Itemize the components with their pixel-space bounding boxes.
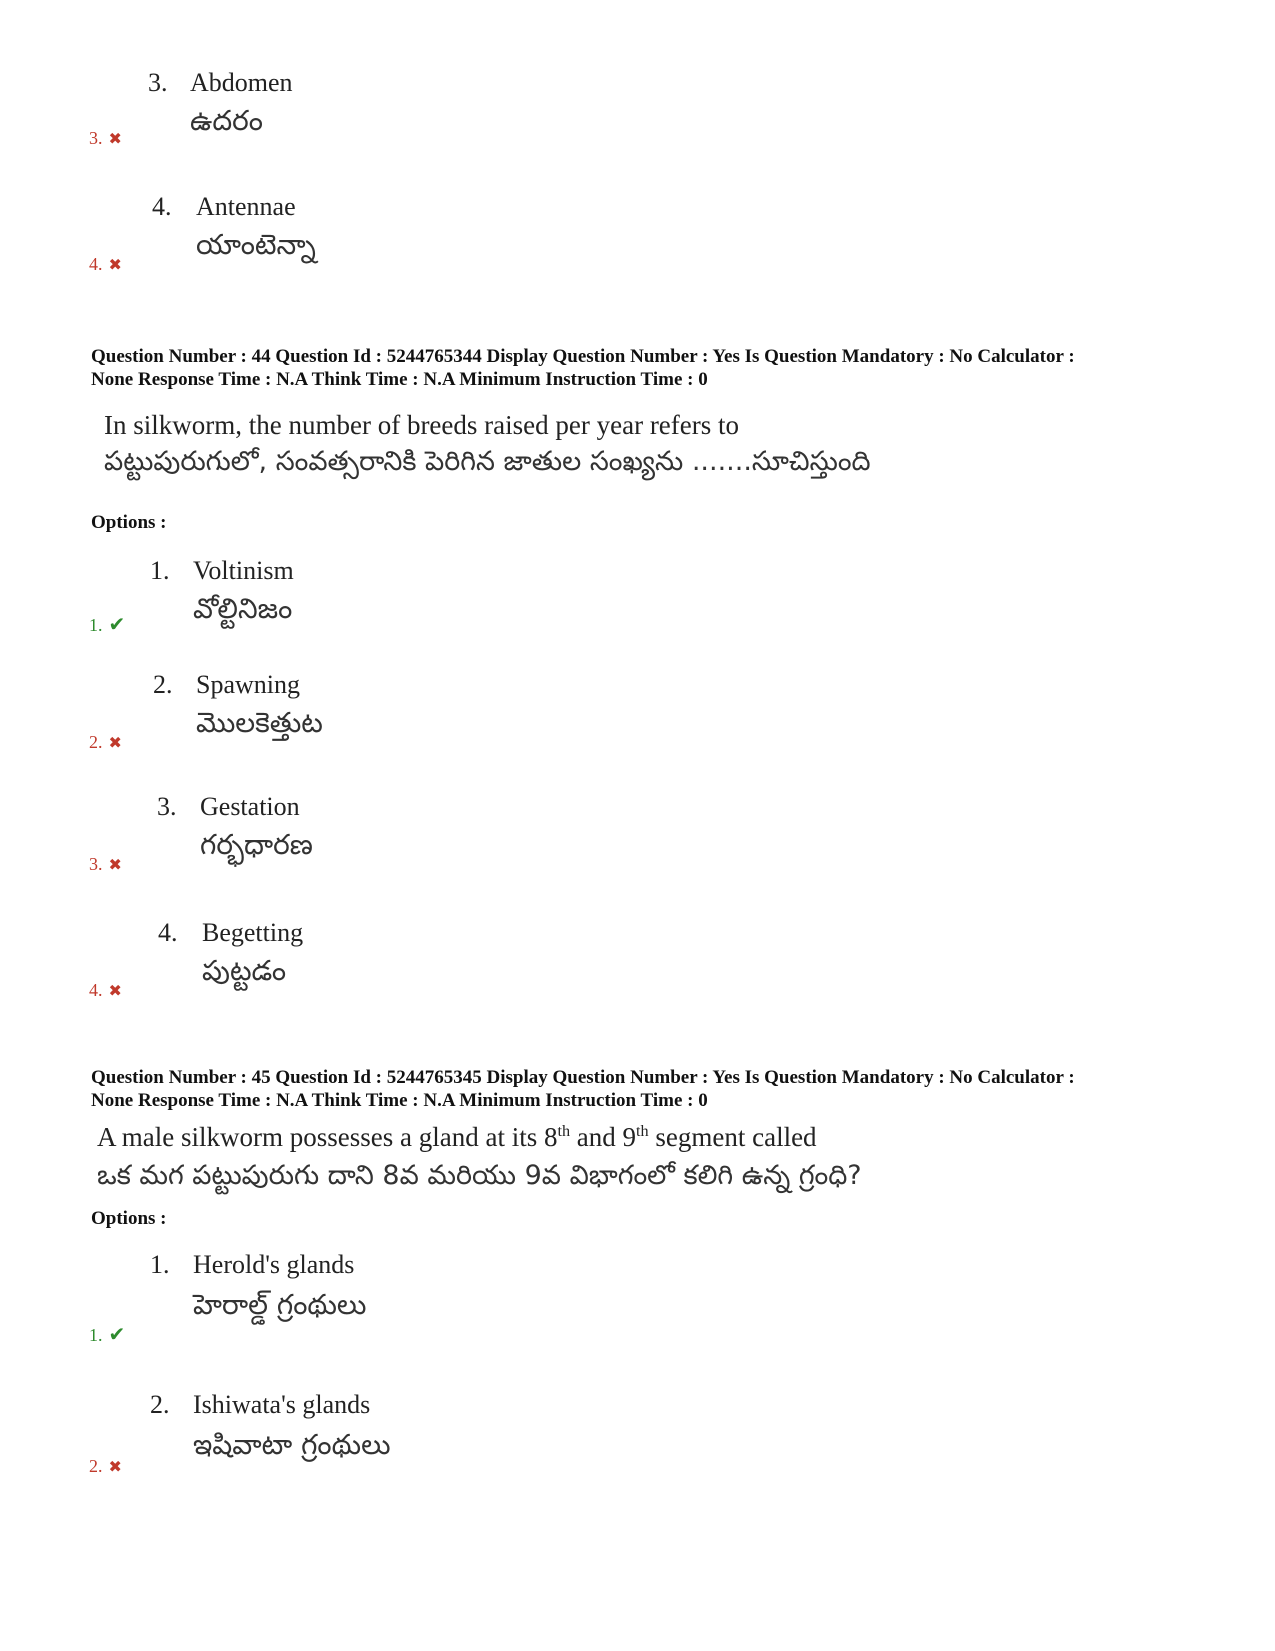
option-number: 1. — [150, 556, 170, 585]
options-label: Options : — [91, 1208, 167, 1229]
question-44-text-en: In silkworm, the number of breeds raised per year refers to — [104, 410, 740, 440]
question-44-meta — [91, 345, 1211, 391]
option-text-en: Ishiwata's glands — [193, 1390, 371, 1419]
options-label: Options : — [91, 512, 167, 533]
check-icon: ✔ — [108, 612, 126, 636]
option-number: 2. — [153, 670, 173, 699]
question-44-text-te: పట్టుపురుగులో, సంవత్సరానికి పెరిగిన జాతుల సంఖ్యను .......సూచిస్తుంది — [104, 446, 871, 477]
option-text-te: ఇషివాటా గ్రంథులు — [193, 1428, 391, 1461]
meta-line-1: Question Number : 44 Question Id : 5244765344 Display Question Number : Yes Is Question Mandatory : No Calculator : — [91, 346, 1075, 367]
option-number: 4. — [152, 192, 172, 221]
cross-icon: ✖ — [108, 1457, 122, 1476]
cross-icon: ✖ — [108, 733, 122, 752]
cross-icon: ✖ — [108, 981, 122, 1000]
option-text-en: Gestation — [200, 792, 300, 821]
option-text-en: Herold's glands — [193, 1250, 355, 1279]
option-text-te: యాంటెన్నా — [196, 228, 316, 261]
option-text-te: గర్భధారణ — [200, 828, 313, 861]
wrong-mark: 4. ✖ — [89, 254, 122, 274]
option-text-te: వోల్టినిజం — [193, 592, 293, 625]
option-text-en: Begetting — [202, 918, 304, 947]
question-45-text-te: ఒక మగ పట్టుపురుగు దాని 8వ మరియు 9వ విభాగంలో కలిగి ఉన్న గ్రంధి? — [97, 1160, 862, 1191]
option-text-en: Antennae — [196, 192, 296, 221]
meta-line-1: Question Number : 45 Question Id : 5244765345 Display Question Number : Yes Is Question Mandatory : No Calculator : — [91, 1067, 1075, 1088]
correct-mark: 1. ✔ — [89, 612, 126, 636]
option-text-te: ఉదరం — [190, 104, 263, 137]
cross-icon: ✖ — [108, 255, 122, 274]
check-icon: ✔ — [108, 1322, 126, 1346]
option-text-en: Voltinism — [193, 556, 294, 585]
wrong-mark: 3. ✖ — [89, 854, 122, 874]
wrong-mark: 4. ✖ — [89, 980, 122, 1000]
option-text-te: మొలకెత్తుట — [196, 706, 323, 739]
option-number: 3. — [157, 792, 177, 821]
question-45-text-en: A male silkworm possesses a gland at its 8th and 9th segment called — [97, 1122, 817, 1152]
meta-line-2: None Response Time : N.A Think Time : N.A Minimum Instruction Time : 0 — [91, 369, 708, 390]
cross-icon: ✖ — [108, 129, 122, 148]
option-number: 2. — [150, 1390, 170, 1419]
option-number: 1. — [150, 1250, 170, 1279]
option-number: 3. — [148, 68, 168, 97]
option-text-en: Abdomen — [190, 68, 293, 97]
option-text-te: హెరాల్డ్ గ్రంథులు — [193, 1288, 367, 1321]
wrong-mark: 2. ✖ — [89, 732, 122, 752]
correct-mark: 1. ✔ — [89, 1322, 126, 1346]
option-number: 4. — [158, 918, 178, 947]
wrong-mark: 3. ✖ — [89, 128, 122, 148]
cross-icon: ✖ — [108, 855, 122, 874]
option-text-en: Spawning — [196, 670, 300, 699]
question-45-meta — [91, 1066, 1211, 1112]
option-text-te: పుట్టడం — [202, 954, 287, 987]
meta-line-2: None Response Time : N.A Think Time : N.A Minimum Instruction Time : 0 — [91, 1090, 708, 1111]
wrong-mark: 2. ✖ — [89, 1456, 122, 1476]
